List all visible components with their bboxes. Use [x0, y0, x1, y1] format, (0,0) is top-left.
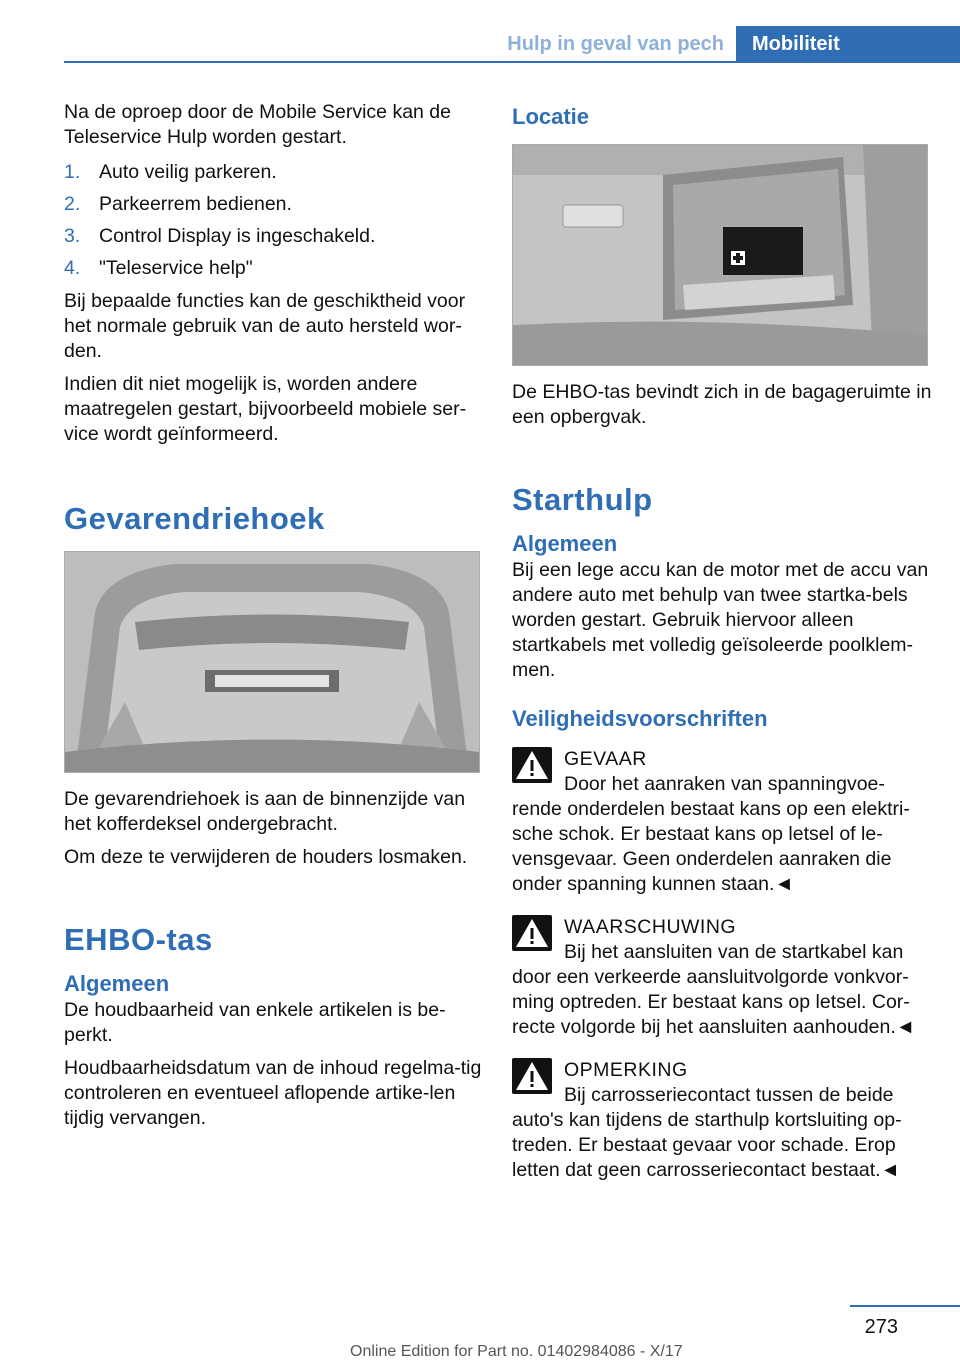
warning-keyword: OPMERKING: [564, 1059, 688, 1081]
warning-notice: [512, 1058, 932, 1183]
warning-triangle-icon: [512, 747, 552, 783]
triangle-location-paragraph: De gevarendriehoek is aan de binnenzijde van het kofferdeksel ondergebracht.: [64, 788, 466, 835]
step-text: Auto veilig parkeren.: [99, 161, 277, 183]
header-section: Hulp in geval van pech: [507, 33, 724, 55]
edition-note: Online Edition for Part no. 01402984086 - X/17: [350, 1343, 683, 1360]
heading-first-aid: EHBO-tas: [64, 922, 213, 957]
header-rule: [64, 61, 960, 63]
page-number: 273: [864, 1316, 898, 1338]
step-number: 4.: [64, 257, 81, 279]
location-paragraph: De EHBO-tas bevindt zich in de bagageruimte in een opbergvak.: [512, 381, 932, 428]
steps-list: [64, 160, 484, 281]
warning-triangle-icon: [512, 1058, 552, 1094]
step-text: Control Display is ingeschakeld.: [99, 225, 376, 247]
warning-text-rest: rende onderdelen bestaat kans op een elektri-sche schok. Er bestaat kans op letsel of le-vensgevaar. Geen onderdelen aanraken die onder spanning kunnen staan.◄: [512, 798, 910, 895]
list-item: [64, 224, 484, 249]
heading-safety: Veiligheidsvoorschriften: [512, 706, 768, 731]
step-number: 3.: [64, 225, 81, 247]
storage-compartment-illustration: [513, 145, 927, 365]
heading-jump-start: Starthulp: [512, 482, 653, 517]
step-text: "Teleservice help": [99, 257, 253, 279]
functions-paragraph: Bij bepaalde functies kan de geschiktheid voor het normale gebruik van de auto hersteld wor-den.: [64, 290, 466, 362]
list-item: [64, 256, 484, 281]
trunk-lid-illustration: [65, 552, 479, 772]
warning-text-first: Door het aanraken van spanningvoe-: [564, 773, 885, 795]
warning-text-rest: auto's kan tijdens de starthulp kortsluiting op-treden. Er bestaat gevaar voor schade. Erop letten dat geen carrosseriecontact bestaat.◄: [512, 1109, 902, 1181]
step-number: 2.: [64, 193, 81, 215]
warning-keyword: GEVAAR: [564, 748, 647, 770]
trunk-lid-image: [64, 551, 480, 773]
jump-start-paragraph: Bij een lege accu kan de motor met de accu van andere auto met behulp van twee startka-bels worden gestart. Gebruik hiervoor alleen startkabels met volledig geïsoleerde poolklem-men.: [512, 559, 929, 681]
heading-warning-triangle: Gevarendriehoek: [64, 501, 325, 536]
heading-general-jump-start: Algemeen: [512, 531, 618, 556]
heading-location: Locatie: [512, 104, 590, 129]
list-item: [64, 192, 484, 217]
expiry-paragraph: Houdbaarheidsdatum van de inhoud regelma-tig controleren en eventueel aflopende artike-len tijdig vervangen.: [64, 1057, 482, 1129]
triangle-removal-paragraph: Om deze te verwijderen de houders losmaken.: [64, 846, 468, 868]
first-aid-kit-image: [512, 144, 928, 366]
list-item: [64, 160, 484, 185]
warning-text-rest: door een verkeerde aansluitvolgorde vonkvor-ming optreden. Er bestaat kans op letsel. Cor-recte volgorde bij het aansluiten aanhouden.◄: [512, 966, 916, 1038]
warning-keyword: WAARSCHUWING: [564, 916, 737, 938]
warning-text-first: Bij het aansluiten van de startkabel kan: [564, 941, 904, 963]
header-chapter: Mobiliteit: [736, 26, 960, 62]
warning-danger: [512, 747, 932, 897]
step-number: 1.: [64, 161, 81, 183]
right-column: [512, 100, 932, 1183]
left-column: [64, 100, 484, 1131]
shelf-life-paragraph: De houdbaarheid van enkele artikelen is be-perkt.: [64, 999, 446, 1046]
heading-general-first-aid: Algemeen: [64, 971, 170, 996]
step-text: Parkeerrem bedienen.: [99, 193, 292, 215]
intro-paragraph: Na de oproep door de Mobile Service kan de Teleservice Hulp worden gestart.: [64, 101, 451, 148]
footer-rule: [850, 1305, 960, 1307]
warning-caution: [512, 915, 932, 1040]
warning-triangle-icon: [512, 915, 552, 951]
warning-text-first: Bij carrosseriecontact tussen de beide: [564, 1084, 894, 1106]
measures-paragraph: Indien dit niet mogelijk is, worden andere maatregelen gestart, bijvoorbeeld mobiele ser-vice wordt geïnformeerd.: [64, 373, 467, 445]
